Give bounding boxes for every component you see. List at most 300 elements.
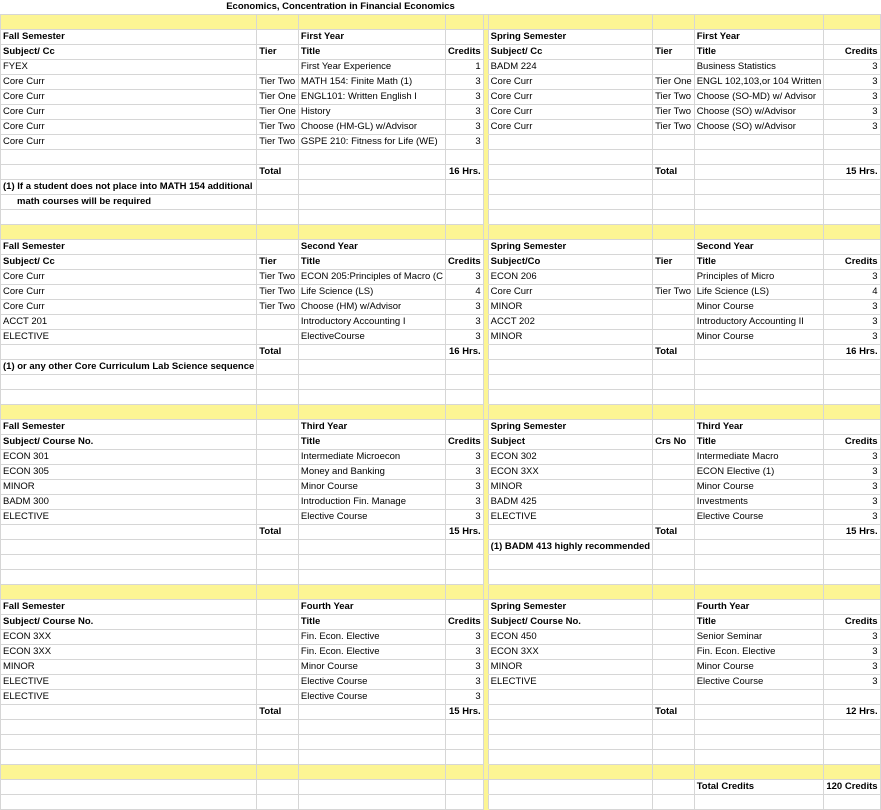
- course-credits: 3: [824, 675, 880, 690]
- separator-cell: [488, 15, 652, 30]
- title-header: Title: [298, 435, 445, 450]
- title-header: Title: [298, 255, 445, 270]
- empty-cell: [694, 180, 824, 195]
- course-tier: [653, 150, 695, 165]
- course-title: Elective Course: [298, 675, 445, 690]
- course-tier: [653, 630, 695, 645]
- grid-row: [1, 270, 881, 285]
- empty-cell: [298, 195, 445, 210]
- course-title: Choose (HM-GL) w/Advisor: [298, 120, 445, 135]
- separator-cell: [694, 15, 824, 30]
- course-tier: [653, 465, 695, 480]
- total-label: Total: [257, 165, 299, 180]
- course-subject: Core Curr: [488, 120, 652, 135]
- grid-row: [1, 705, 881, 720]
- empty-cell: [257, 195, 299, 210]
- total-value: 15 Hrs.: [445, 705, 483, 720]
- course-title: [298, 150, 445, 165]
- separator-cell: [653, 765, 695, 780]
- empty-cell: [445, 180, 483, 195]
- course-tier: Tier Two: [653, 285, 695, 300]
- course-subject: ACCT 201: [1, 315, 257, 330]
- empty-cell: [445, 30, 483, 45]
- empty-cell: [694, 165, 824, 180]
- grand-total-value: 120 Credits: [824, 780, 880, 795]
- course-subject: ECON 302: [488, 450, 652, 465]
- separator-cell: [824, 585, 880, 600]
- course-title: Intermediate Microecon: [298, 450, 445, 465]
- empty-cell: [488, 735, 652, 750]
- course-subject: Core Curr: [488, 105, 652, 120]
- course-title: Money and Banking: [298, 465, 445, 480]
- course-credits: 1: [445, 60, 483, 75]
- year-label: Third Year: [298, 420, 445, 435]
- separator-cell: [488, 405, 652, 420]
- separator-cell: [445, 765, 483, 780]
- course-credits: 3: [445, 75, 483, 90]
- empty-cell: [824, 600, 880, 615]
- grid-row: [1, 150, 881, 165]
- empty-cell: [653, 420, 695, 435]
- empty-cell: [445, 780, 483, 795]
- empty-cell: [824, 735, 880, 750]
- empty-cell: [1, 165, 257, 180]
- grid-row: [1, 345, 881, 360]
- grid-row: [1, 555, 881, 570]
- grid-row: [1, 450, 881, 465]
- empty-cell: [653, 375, 695, 390]
- course-subject: Core Curr: [488, 75, 652, 90]
- course-tier: Tier Two: [653, 90, 695, 105]
- course-credits: 3: [824, 450, 880, 465]
- year-label: Second Year: [298, 240, 445, 255]
- empty-cell: [694, 210, 824, 225]
- year-label: First Year: [694, 30, 824, 45]
- course-subject: FYEX: [1, 60, 257, 75]
- credits-header: Credits: [824, 615, 880, 630]
- empty-cell: [445, 375, 483, 390]
- course-title: [694, 150, 824, 165]
- course-credits: 3: [445, 690, 483, 705]
- empty-cell: [488, 555, 652, 570]
- course-title: MATH 154: Finite Math (1): [298, 75, 445, 90]
- course-title: [694, 690, 824, 705]
- course-subject: ECON 305: [1, 465, 257, 480]
- empty-cell: [257, 360, 299, 375]
- empty-cell: [824, 180, 880, 195]
- empty-cell: [824, 30, 880, 45]
- course-credits: [824, 135, 880, 150]
- empty-cell: [445, 420, 483, 435]
- empty-cell: [653, 210, 695, 225]
- course-tier: [257, 450, 299, 465]
- grid-row: [1, 735, 881, 750]
- empty-cell: [824, 390, 880, 405]
- empty-cell: [1, 525, 257, 540]
- empty-cell: [488, 750, 652, 765]
- course-credits: 3: [445, 120, 483, 135]
- empty-cell: [488, 780, 652, 795]
- empty-cell: [824, 375, 880, 390]
- empty-cell: [824, 360, 880, 375]
- course-subject: Core Curr: [1, 135, 257, 150]
- course-credits: 3: [824, 300, 880, 315]
- course-title: Minor Course: [694, 300, 824, 315]
- grid-row: [1, 420, 881, 435]
- empty-cell: [257, 375, 299, 390]
- course-subject: Core Curr: [1, 300, 257, 315]
- course-subject: ECON 3XX: [488, 465, 652, 480]
- course-subject: MINOR: [488, 330, 652, 345]
- course-credits: 3: [445, 450, 483, 465]
- course-credits: 3: [445, 105, 483, 120]
- empty-cell: [824, 795, 880, 810]
- empty-cell: [694, 375, 824, 390]
- section-separator-row: [1, 405, 881, 420]
- page-title: Economics, Concentration in Financial Economics: [226, 1, 455, 12]
- course-credits: 3: [445, 660, 483, 675]
- course-credits: 3: [445, 465, 483, 480]
- course-subject: MINOR: [488, 660, 652, 675]
- grid-row: [1, 750, 881, 765]
- empty-cell: [694, 390, 824, 405]
- course-subject: Core Curr: [1, 120, 257, 135]
- course-subject: MINOR: [1, 660, 257, 675]
- grid-row: [1, 180, 881, 195]
- empty-cell: [694, 195, 824, 210]
- course-title: Investments: [694, 495, 824, 510]
- course-title: Minor Course: [694, 330, 824, 345]
- semester-label: Fall Semester: [1, 240, 257, 255]
- empty-cell: [257, 180, 299, 195]
- course-title: Choose (SO-MD) w/ Advisor: [694, 90, 824, 105]
- course-title: ENGL 102,103,or 104 Written: [694, 75, 824, 90]
- course-tier: Tier Two: [653, 105, 695, 120]
- course-subject: BADM 300: [1, 495, 257, 510]
- title-header: Title: [694, 45, 824, 60]
- course-credits: 4: [824, 285, 880, 300]
- grid-row: [1, 30, 881, 45]
- course-subject: ELECTIVE: [1, 690, 257, 705]
- empty-cell: [694, 735, 824, 750]
- subject-header: Subject/ Course No.: [1, 435, 257, 450]
- empty-cell: [488, 345, 652, 360]
- course-tier: [653, 645, 695, 660]
- grid-row: [1, 300, 881, 315]
- course-tier: [653, 60, 695, 75]
- course-credits: 3: [824, 330, 880, 345]
- course-subject: ECON 301: [1, 450, 257, 465]
- degree-plan-sheet: [0, 14, 881, 810]
- course-credits: 3: [824, 315, 880, 330]
- empty-cell: [653, 540, 695, 555]
- course-subject: ECON 3XX: [1, 645, 257, 660]
- empty-cell: [445, 570, 483, 585]
- empty-cell: [257, 600, 299, 615]
- empty-cell: [653, 780, 695, 795]
- empty-cell: [445, 195, 483, 210]
- course-subject: MINOR: [488, 480, 652, 495]
- semester-label: Spring Semester: [488, 240, 652, 255]
- grid-row: [1, 360, 881, 375]
- grid-row: [1, 630, 881, 645]
- section-separator-row: [1, 15, 881, 30]
- grid-row: [1, 195, 881, 210]
- empty-cell: [1, 735, 257, 750]
- grid-row: [1, 75, 881, 90]
- empty-cell: [298, 210, 445, 225]
- course-subject: ACCT 202: [488, 315, 652, 330]
- separator-cell: [298, 765, 445, 780]
- empty-cell: [298, 780, 445, 795]
- subject-header: Subject/ Cc: [488, 45, 652, 60]
- separator-cell: [694, 225, 824, 240]
- course-tier: [257, 60, 299, 75]
- course-tier: [257, 480, 299, 495]
- course-tier: Tier Two: [257, 285, 299, 300]
- separator-cell: [653, 15, 695, 30]
- course-credits: [445, 150, 483, 165]
- total-label: Total: [653, 705, 695, 720]
- empty-cell: [445, 735, 483, 750]
- course-subject: Core Curr: [1, 285, 257, 300]
- course-credits: 3: [824, 645, 880, 660]
- grid-row: [1, 390, 881, 405]
- empty-cell: [1, 210, 257, 225]
- empty-cell: [1, 555, 257, 570]
- course-subject: ECON 3XX: [1, 630, 257, 645]
- empty-cell: [257, 795, 299, 810]
- course-tier: [653, 510, 695, 525]
- course-subject: MINOR: [488, 300, 652, 315]
- total-label: Total: [257, 525, 299, 540]
- separator-cell: [488, 585, 652, 600]
- total-value: 12 Hrs.: [824, 705, 880, 720]
- empty-cell: [445, 210, 483, 225]
- credits-header: Credits: [824, 255, 880, 270]
- empty-cell: [445, 795, 483, 810]
- course-tier: [653, 450, 695, 465]
- separator-cell: [694, 585, 824, 600]
- empty-cell: [653, 735, 695, 750]
- empty-cell: [1, 390, 257, 405]
- separator-cell: [653, 405, 695, 420]
- grid-row: [1, 600, 881, 615]
- tier-header: Crs No: [653, 435, 695, 450]
- empty-cell: [694, 555, 824, 570]
- course-tier: [653, 135, 695, 150]
- empty-cell: [257, 780, 299, 795]
- grid-row: [1, 780, 881, 795]
- semester-label: Fall Semester: [1, 30, 257, 45]
- course-tier: [257, 150, 299, 165]
- empty-cell: [257, 30, 299, 45]
- course-subject: Core Curr: [1, 270, 257, 285]
- subject-header: Subject/ Cc: [1, 45, 257, 60]
- year-label: Third Year: [694, 420, 824, 435]
- course-credits: 3: [445, 90, 483, 105]
- subject-header: Subject/ Course No.: [1, 615, 257, 630]
- grid-row: [1, 570, 881, 585]
- course-tier: Tier Two: [257, 270, 299, 285]
- course-title: Fin. Econ. Elective: [694, 645, 824, 660]
- grid-row: [1, 255, 881, 270]
- course-credits: 3: [824, 660, 880, 675]
- empty-cell: [488, 525, 652, 540]
- course-subject: [488, 150, 652, 165]
- course-title: Elective Course: [298, 510, 445, 525]
- course-subject: ECON 206: [488, 270, 652, 285]
- course-title: Intermediate Macro: [694, 450, 824, 465]
- course-subject: MINOR: [1, 480, 257, 495]
- separator-cell: [824, 15, 880, 30]
- credits-header: Credits: [445, 615, 483, 630]
- course-tier: Tier Two: [257, 135, 299, 150]
- section-separator-row: [1, 225, 881, 240]
- course-subject: ELECTIVE: [1, 675, 257, 690]
- empty-cell: [824, 720, 880, 735]
- empty-cell: [445, 555, 483, 570]
- course-subject: ECON 450: [488, 630, 652, 645]
- section-separator-row: [1, 585, 881, 600]
- grid-row: [1, 720, 881, 735]
- separator-cell: [1, 585, 257, 600]
- course-tier: [257, 495, 299, 510]
- grid-row: [1, 90, 881, 105]
- grid-row: [1, 495, 881, 510]
- empty-cell: [488, 390, 652, 405]
- separator-cell: [257, 585, 299, 600]
- course-tier: [257, 510, 299, 525]
- semester-label: Spring Semester: [488, 30, 652, 45]
- course-title: First Year Experience: [298, 60, 445, 75]
- total-label: Total: [257, 345, 299, 360]
- empty-cell: [298, 555, 445, 570]
- subject-header: Subject/ Cc: [1, 255, 257, 270]
- empty-cell: [1, 705, 257, 720]
- empty-cell: [445, 540, 483, 555]
- empty-cell: [488, 195, 652, 210]
- course-credits: 3: [824, 630, 880, 645]
- empty-cell: [694, 360, 824, 375]
- semester-label: Fall Semester: [1, 420, 257, 435]
- separator-cell: [1, 405, 257, 420]
- separator-cell: [824, 225, 880, 240]
- empty-cell: [298, 360, 445, 375]
- separator-cell: [824, 765, 880, 780]
- grid-row: [1, 795, 881, 810]
- empty-cell: [694, 525, 824, 540]
- course-title: Fin. Econ. Elective: [298, 630, 445, 645]
- title-header: Title: [298, 45, 445, 60]
- semester-label: Fall Semester: [1, 600, 257, 615]
- tier-header: [257, 615, 299, 630]
- course-tier: Tier Two: [257, 120, 299, 135]
- credits-header: Credits: [445, 45, 483, 60]
- grid-row: [1, 240, 881, 255]
- course-subject: BADM 224: [488, 60, 652, 75]
- course-credits: 3: [445, 315, 483, 330]
- grid-row: [1, 135, 881, 150]
- empty-cell: [298, 540, 445, 555]
- course-title: ElectiveCourse: [298, 330, 445, 345]
- title-header: Title: [694, 435, 824, 450]
- year-label: Second Year: [694, 240, 824, 255]
- title-header: Title: [298, 615, 445, 630]
- credits-header: Credits: [445, 435, 483, 450]
- empty-cell: [257, 720, 299, 735]
- empty-cell: [824, 240, 880, 255]
- subject-header: Subject/ Course No.: [488, 615, 652, 630]
- subject-header: Subject: [488, 435, 652, 450]
- course-title: GSPE 210: Fitness for Life (WE): [298, 135, 445, 150]
- separator-cell: [694, 405, 824, 420]
- separator-cell: [488, 225, 652, 240]
- course-tier: [653, 480, 695, 495]
- year-label: Fourth Year: [694, 600, 824, 615]
- course-credits: 3: [445, 480, 483, 495]
- grid-row: [1, 105, 881, 120]
- course-tier: [653, 690, 695, 705]
- course-title: Fin. Econ. Elective: [298, 645, 445, 660]
- course-tier: [257, 630, 299, 645]
- empty-cell: [694, 570, 824, 585]
- separator-cell: [257, 15, 299, 30]
- semester-label: Spring Semester: [488, 600, 652, 615]
- credits-header: Credits: [824, 45, 880, 60]
- section-separator-row: [1, 765, 881, 780]
- credits-header: Credits: [824, 435, 880, 450]
- course-title: Principles of Micro: [694, 270, 824, 285]
- course-subject: [488, 135, 652, 150]
- tier-header: Tier: [257, 255, 299, 270]
- course-tier: Tier One: [653, 75, 695, 90]
- course-credits: 3: [445, 495, 483, 510]
- empty-cell: [653, 750, 695, 765]
- empty-cell: [1, 345, 257, 360]
- course-title: ENGL101: Written English I: [298, 90, 445, 105]
- empty-cell: [298, 570, 445, 585]
- separator-cell: [694, 765, 824, 780]
- separator-cell: [1, 225, 257, 240]
- empty-cell: [824, 420, 880, 435]
- empty-cell: [257, 540, 299, 555]
- year-label: First Year: [298, 30, 445, 45]
- total-label: Total: [653, 165, 695, 180]
- grid-row: [1, 375, 881, 390]
- course-title: Senior Seminar: [694, 630, 824, 645]
- course-tier: [257, 330, 299, 345]
- semester-label: Spring Semester: [488, 420, 652, 435]
- course-title: Minor Course: [298, 480, 445, 495]
- grid-row: [1, 645, 881, 660]
- empty-cell: [653, 240, 695, 255]
- course-subject: Core Curr: [488, 285, 652, 300]
- separator-cell: [488, 765, 652, 780]
- empty-cell: [257, 735, 299, 750]
- course-credits: 3: [445, 510, 483, 525]
- course-subject: ELECTIVE: [488, 510, 652, 525]
- footnote: math courses will be required: [1, 195, 257, 210]
- grid-row: [1, 315, 881, 330]
- course-credits: 3: [824, 510, 880, 525]
- total-label: Total: [653, 345, 695, 360]
- separator-cell: [445, 405, 483, 420]
- empty-cell: [824, 555, 880, 570]
- total-value: 16 Hrs.: [445, 165, 483, 180]
- course-credits: 3: [445, 330, 483, 345]
- title-header: Title: [694, 255, 824, 270]
